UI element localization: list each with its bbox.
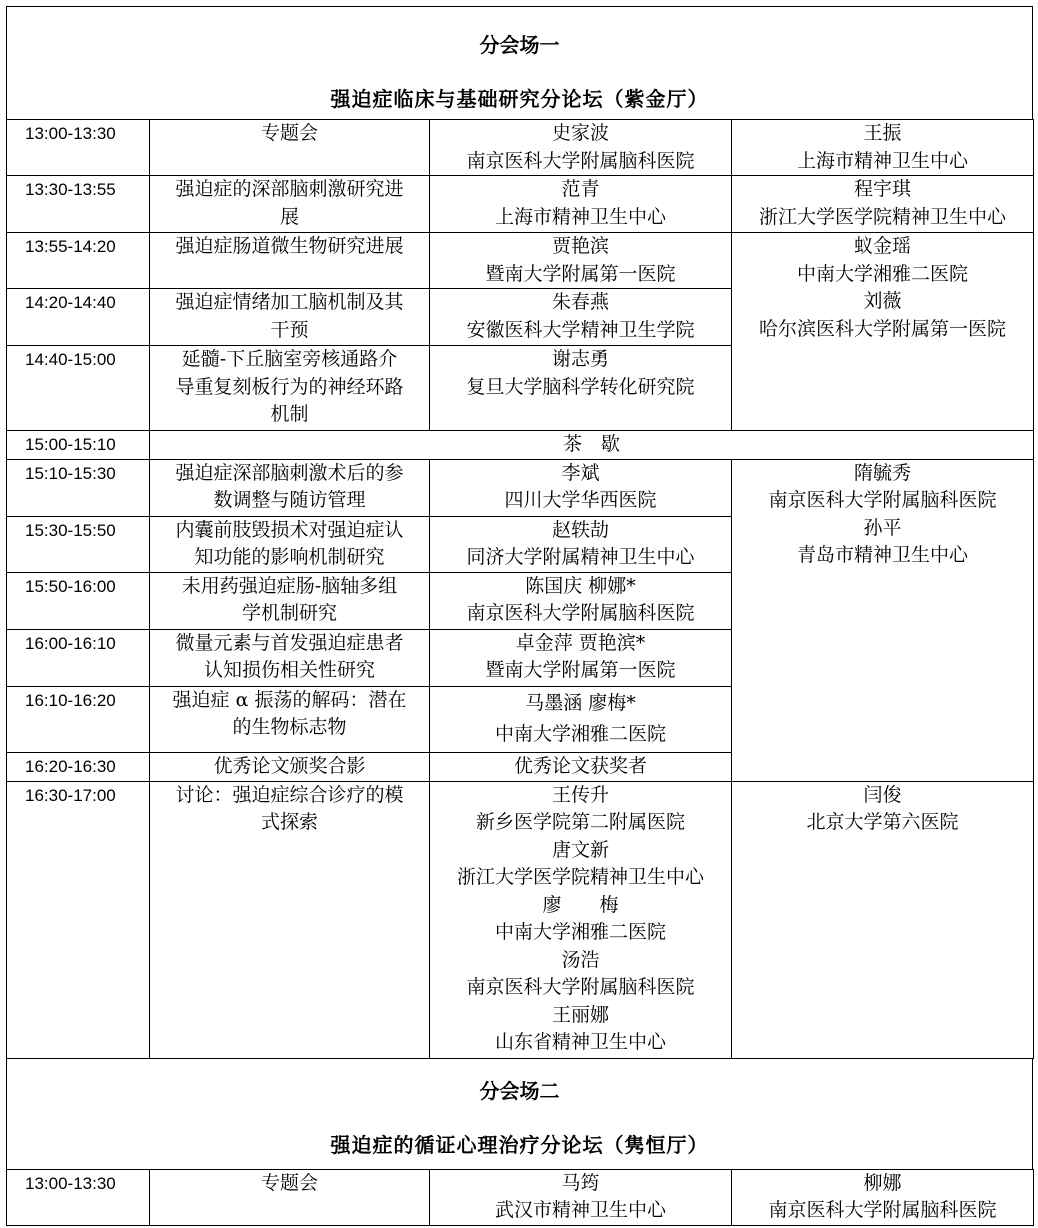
table-row	[7, 1169, 1034, 1225]
speaker-name: 卓金萍 贾艳滨*	[515, 631, 646, 654]
speaker-name: 赵轶劼	[551, 518, 609, 541]
speaker-affiliation: 南京医科大学附属脑科医院	[466, 976, 695, 998]
speaker-cell	[430, 459, 732, 516]
time-cell: 14:40-15:00	[7, 346, 150, 431]
speaker-affiliation: 武汉市精神卫生中心	[494, 1199, 666, 1221]
time-cell: 15:00-15:10	[7, 431, 150, 460]
topic-line: 强迫症深部脑刺激术后的参	[175, 461, 404, 484]
speaker-name: 李斌	[561, 461, 600, 484]
topic-line: 微量元素与首发强迫症患者	[175, 631, 404, 654]
speaker-affiliation: 中南大学湘雅二医院	[494, 921, 666, 943]
speaker-name: 王丽娜	[551, 1003, 609, 1026]
session-1-title: 强迫症临床与基础研究分论坛（紫金厅）	[330, 87, 709, 111]
speaker-cell	[430, 781, 732, 1058]
topic-cell	[150, 289, 430, 346]
topic-cell	[150, 233, 430, 289]
session-1-label: 分会场一	[479, 33, 560, 57]
chair-affiliation: 青岛市精神卫生中心	[796, 544, 968, 566]
topic-line: 内囊前肢毁损术对强迫症认	[175, 518, 404, 541]
speaker-name: 贾艳滨	[551, 235, 609, 257]
chair-cell	[732, 459, 1034, 781]
time-cell: 13:00-13:30	[7, 120, 150, 176]
topic-line: 专题会	[260, 1171, 318, 1194]
speaker-affiliation: 复旦大学脑科学转化研究院	[466, 375, 695, 398]
speaker-affiliation: 南京医科大学附属脑科医院	[466, 149, 695, 172]
speaker-name: 史家波	[551, 122, 609, 144]
chair-affiliation: 北京大学第六医院	[806, 811, 959, 833]
chair-affiliation: 浙江大学医学院精神卫生中心	[758, 205, 1006, 228]
speaker-affiliation: 山东省精神卫生中心	[494, 1031, 666, 1053]
table-row	[7, 459, 1034, 516]
speaker-cell	[430, 1169, 732, 1225]
speaker-affiliation: 南京医科大学附属脑科医院	[466, 602, 695, 624]
speaker-affiliation: 暨南大学附属第一医院	[485, 262, 676, 285]
topic-line: 强迫症的深部脑刺激研究进	[175, 178, 404, 200]
topic-line: 学机制研究	[241, 602, 337, 624]
speaker-name: 范青	[561, 178, 600, 200]
topic-cell	[150, 686, 430, 752]
speaker-affiliation: 上海市精神卫生中心	[494, 205, 666, 228]
chair-affiliation: 上海市精神卫生中心	[796, 149, 968, 172]
topic-line: 数调整与随访管理	[213, 489, 366, 511]
topic-line: 干预	[270, 318, 309, 341]
topic-line: 知功能的影响机制研究	[194, 546, 385, 568]
topic-line: 未用药强迫症肠-脑轴多组	[181, 574, 398, 597]
time-cell: 14:20-14:40	[7, 289, 150, 346]
topic-line: 优秀论文颁奖合影	[213, 754, 366, 777]
speaker-cell	[430, 629, 732, 686]
speaker-name: 谢志勇	[551, 348, 609, 370]
chair-name: 刘薇	[863, 290, 902, 312]
topic-line: 认知损伤相关性研究	[203, 659, 375, 681]
time-cell: 15:10-15:30	[7, 459, 150, 516]
chair-cell	[732, 781, 1034, 1058]
time-cell: 16:30-17:00	[7, 781, 150, 1058]
time-cell: 16:10-16:20	[7, 686, 150, 752]
time-cell: 13:55-14:20	[7, 233, 150, 289]
time-cell: 15:50-16:00	[7, 572, 150, 629]
schedule-document	[6, 6, 1033, 1226]
session-2-title: 强迫症的循证心理治疗分论坛（隽恒厅）	[330, 1132, 709, 1157]
table-row-break	[7, 431, 1034, 460]
topic-line: 式探索	[260, 811, 318, 833]
speaker-cell	[430, 120, 732, 176]
table-row	[7, 233, 1034, 289]
table-row	[7, 120, 1034, 176]
table-row	[7, 176, 1034, 233]
speaker-cell	[430, 516, 732, 572]
topic-cell	[150, 176, 430, 233]
speaker-name: 马墨涵 廖梅*	[525, 691, 636, 714]
topic-line: 延髓-下丘脑室旁核通路介	[181, 348, 398, 370]
chair-name: 王振	[863, 122, 902, 144]
topic-line: 强迫症情绪加工脑机制及其	[175, 291, 404, 313]
topic-cell	[150, 516, 430, 572]
speaker-cell	[430, 572, 732, 629]
chair-affiliation: 南京医科大学附属脑科医院	[768, 1199, 997, 1221]
time-cell: 13:00-13:30	[7, 1169, 150, 1225]
topic-line: 机制	[270, 403, 309, 425]
chair-cell	[732, 1169, 1034, 1225]
speaker-name: 优秀论文获奖者	[513, 754, 647, 777]
time-cell: 16:20-16:30	[7, 752, 150, 781]
time-cell: 13:30-13:55	[7, 176, 150, 233]
table-row	[7, 781, 1034, 1058]
session-2-header	[6, 1059, 1033, 1169]
topic-line: 强迫症肠道微生物研究进展	[175, 235, 404, 257]
speaker-affiliation: 安徽医科大学精神卫生学院	[466, 318, 695, 341]
chair-name: 孙平	[863, 516, 902, 539]
topic-line: 导重复刻板行为的神经环路	[175, 375, 404, 398]
chair-name: 闫俊	[863, 783, 902, 806]
speaker-cell	[430, 752, 732, 781]
topic-cell	[150, 459, 430, 516]
topic-line: 的生物标志物	[232, 716, 347, 738]
session-2-label: 分会场二	[479, 1078, 560, 1103]
speaker-cell	[430, 233, 732, 289]
topic-line: 展	[279, 205, 299, 228]
speaker-affiliation: 四川大学华西医院	[504, 489, 657, 511]
time-cell: 15:30-15:50	[7, 516, 150, 572]
topic-cell	[150, 346, 430, 431]
session-1-table	[6, 119, 1034, 1059]
speaker-affiliation: 新乡医学院第二附属医院	[475, 811, 685, 833]
speaker-name: 唐文新	[551, 838, 609, 861]
chair-affiliation: 南京医科大学附属脑科医院	[768, 489, 997, 511]
speaker-affiliation: 中南大学湘雅二医院	[494, 723, 666, 745]
chair-name: 程宇琪	[853, 178, 911, 200]
speaker-name: 陈国庆 柳娜*	[525, 574, 636, 597]
session-1-header	[6, 6, 1033, 119]
speaker-name: 廖 梅	[542, 893, 619, 916]
topic-line: 专题会	[260, 122, 318, 144]
speaker-name: 马筠	[561, 1171, 600, 1194]
topic-line: 强迫症 α 振荡的解码：潜在	[172, 688, 407, 711]
topic-cell	[150, 752, 430, 781]
topic-cell	[150, 120, 430, 176]
speaker-name: 朱春燕	[551, 291, 609, 313]
chair-affiliation: 哈尔滨医科大学附属第一医院	[758, 317, 1006, 340]
topic-cell	[150, 781, 430, 1058]
speaker-cell	[430, 686, 732, 752]
chair-name: 隋毓秀	[853, 461, 911, 484]
speaker-affiliation: 同济大学附属精神卫生中心	[466, 546, 695, 568]
speaker-affiliation: 暨南大学附属第一医院	[485, 659, 676, 681]
chair-affiliation: 中南大学湘雅二医院	[796, 262, 968, 285]
session-2-table	[6, 1169, 1034, 1226]
topic-line: 讨论：强迫症综合诊疗的模	[175, 783, 404, 806]
topic-cell	[150, 1169, 430, 1225]
chair-cell	[732, 176, 1034, 233]
time-cell: 16:00-16:10	[7, 629, 150, 686]
speaker-name: 王传升	[551, 783, 609, 806]
chair-cell	[732, 233, 1034, 431]
topic-cell	[150, 572, 430, 629]
chair-name: 柳娜	[863, 1171, 902, 1194]
topic-cell	[150, 629, 430, 686]
speaker-name: 汤浩	[561, 948, 600, 971]
chair-cell	[732, 120, 1034, 176]
chair-name: 蚁金瑶	[853, 235, 911, 257]
speaker-cell	[430, 176, 732, 233]
speaker-cell	[430, 289, 732, 346]
speaker-cell	[430, 346, 732, 431]
speaker-affiliation: 浙江大学医学院精神卫生中心	[456, 866, 704, 888]
break-label: 茶 歇	[150, 431, 1034, 460]
